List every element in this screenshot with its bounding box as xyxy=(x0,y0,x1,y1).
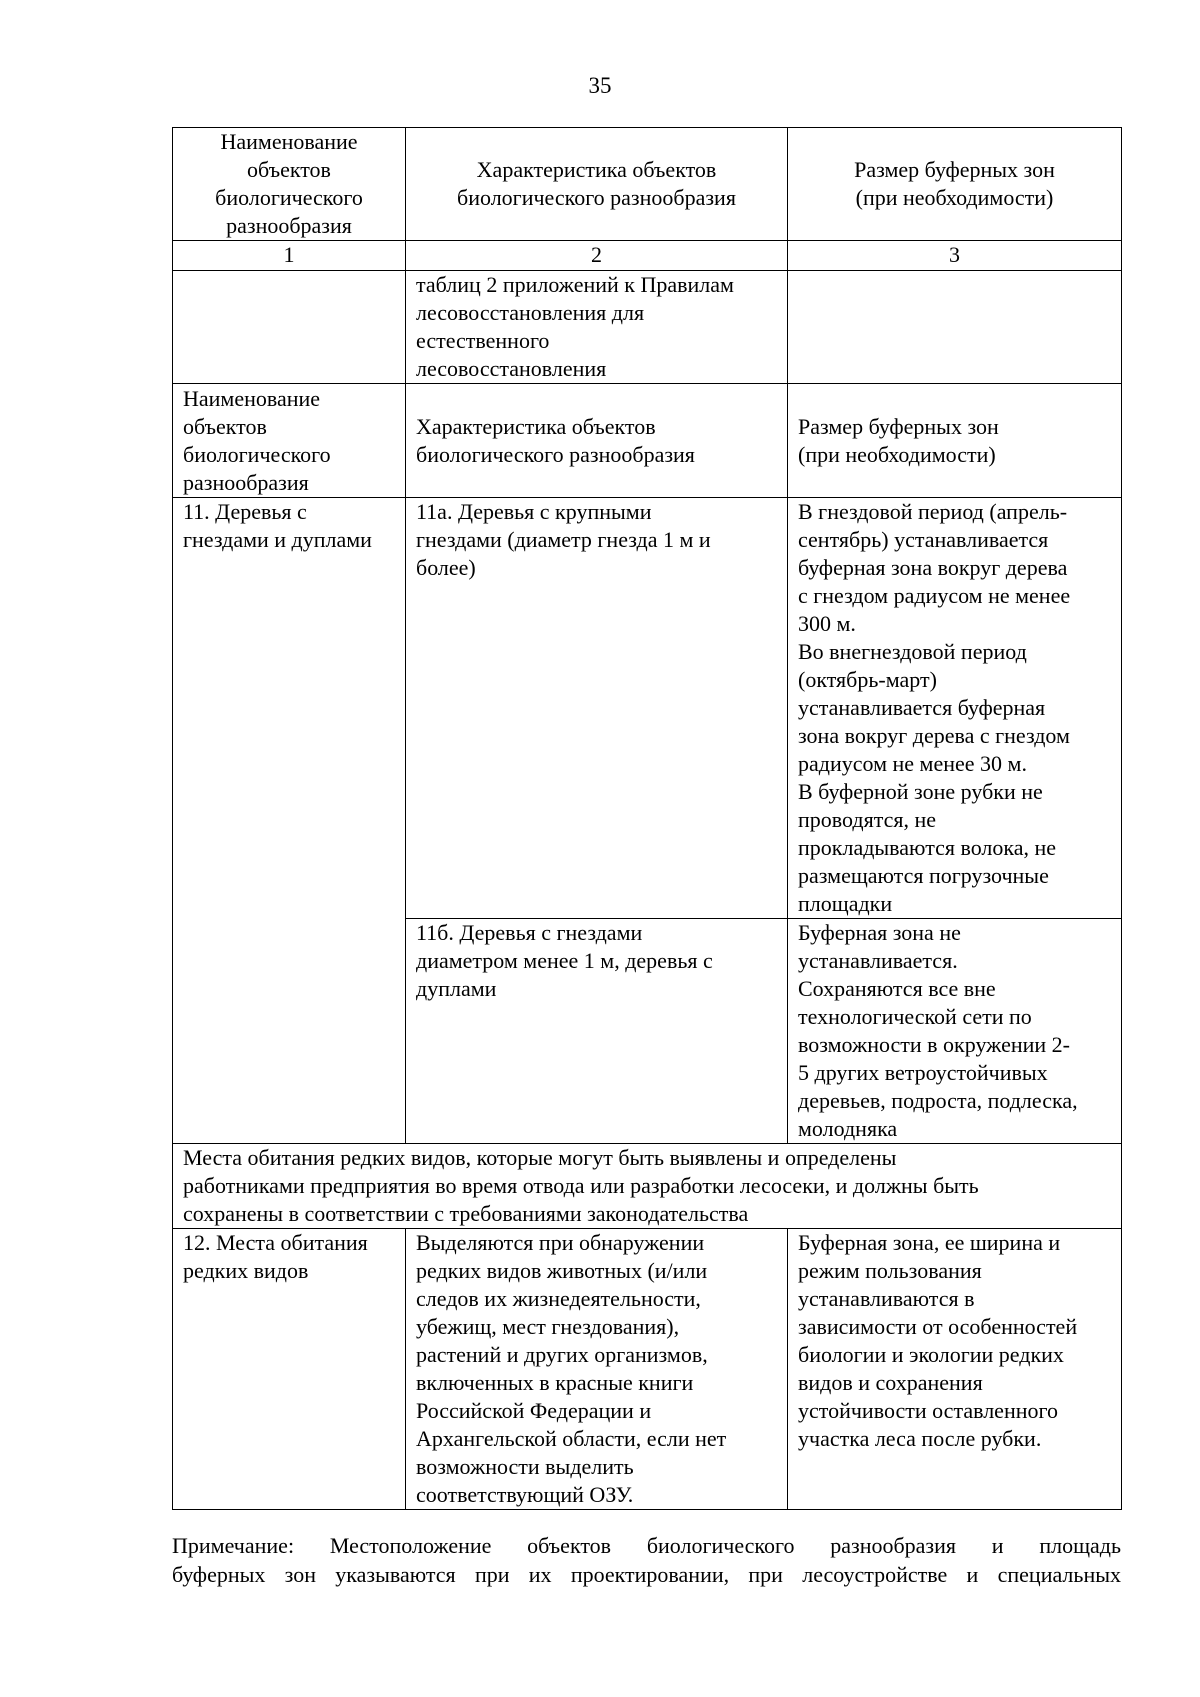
page-number: 35 xyxy=(588,73,612,98)
repeat-header-row xyxy=(173,384,1122,498)
header-cell-characteristic: Характеристика объектов биологического разнообразия xyxy=(406,128,788,241)
biodiversity-table xyxy=(172,127,1122,1510)
column-number-1: 1 xyxy=(173,241,406,271)
item-11a-buffer: В гнездовой период (апрель- сентябрь) устанавливается буферная зона вокруг дерева с гнездом радиусом не менее 300 м. Во внегнездовой период (октябрь-март) устанавливается буферная зона вокруг дерева с гнездом радиусом не менее 30 м. В буферной зоне рубки не проводятся, не прокладываются волока, не размещаются погрузочные площадки xyxy=(788,498,1122,919)
column-number-2: 2 xyxy=(406,241,788,271)
note-line-1: Примечание: Местоположение объектов биологического разнообразия и площадь xyxy=(172,1533,1121,1558)
item-12-name: 12. Места обитания редких видов xyxy=(173,1229,406,1510)
continuation-characteristic: таблиц 2 приложений к Правилам лесовосстановления для естественного лесовосстановления xyxy=(406,271,788,384)
repeat-header-buffer: Размер буферных зон (при необходимости) xyxy=(788,384,1122,498)
table-row-item-11a xyxy=(173,498,1122,919)
note-line-2: буферных зон указываются при их проектировании, при лесоустройстве и специальных xyxy=(172,1562,1121,1587)
header-cell-buffer: Размер буферных зон (при необходимости) xyxy=(788,128,1122,241)
header-cell-name: Наименование объектов биологического разнообразия xyxy=(173,128,406,241)
item-11b-buffer: Буферная зона не устанавливается. Сохраняются все вне технологической сети по возможности в окружении 2- 5 других ветроустойчивых деревьев, подроста, подлеска, молодняка xyxy=(788,919,1122,1144)
table-header-row xyxy=(173,128,1122,241)
item-11a-characteristic: 11а. Деревья с крупными гнездами (диаметр гнезда 1 м и более) xyxy=(406,498,788,919)
item-11-name: 11. Деревья с гнездами и дуплами xyxy=(173,498,406,1144)
continuation-name xyxy=(173,271,406,384)
continuation-row xyxy=(173,271,1122,384)
continuation-buffer xyxy=(788,271,1122,384)
section-rare-species: Места обитания редких видов, которые могут быть выявлены и определены работниками предприятия во время отвода или разработки лесосеки, и должны быть сохранены в соответствии с требованиями законодательства xyxy=(173,1144,1122,1229)
column-number-3: 3 xyxy=(788,241,1122,271)
repeat-header-characteristic: Характеристика объектов биологического разнообразия xyxy=(406,384,788,498)
item-11b-characteristic: 11б. Деревья с гнездами диаметром менее 1 м, деревья с дуплами xyxy=(406,919,788,1144)
item-12-characteristic: Выделяются при обнаружении редких видов животных (и/или следов их жизнедеятельности, убежищ, мест гнездования), растений и других организмов, включенных в красные книги Российской Федерации и Архангельской области, если нет возможности выделить соответствующий ОЗУ. xyxy=(406,1229,788,1510)
note-paragraph xyxy=(172,1531,1121,1589)
section-rare-species-row xyxy=(173,1144,1122,1229)
item-12-buffer: Буферная зона, ее ширина и режим пользования устанавливаются в зависимости от особенностей биологии и экологии редких видов и сохранения устойчивости оставленного участка леса после рубки. xyxy=(788,1229,1122,1510)
column-number-row xyxy=(173,241,1122,271)
repeat-header-name: Наименование объектов биологического разнообразия xyxy=(173,384,406,498)
table-row-item-12 xyxy=(173,1229,1122,1510)
